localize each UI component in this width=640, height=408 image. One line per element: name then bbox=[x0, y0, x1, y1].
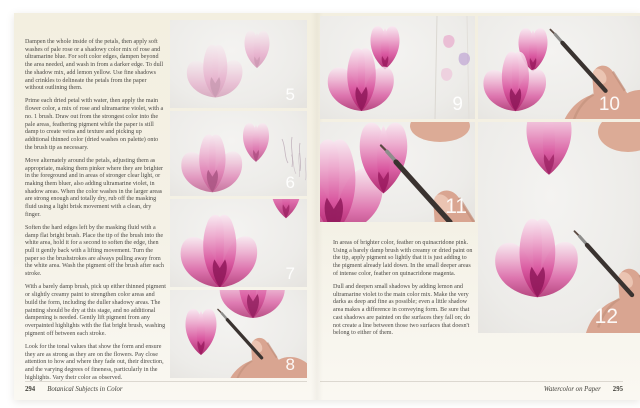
step-photo-10 bbox=[478, 16, 640, 119]
left-step-photo-column bbox=[170, 20, 307, 378]
right-footer-rule bbox=[320, 381, 623, 382]
right-footer bbox=[320, 386, 623, 393]
step-photo-6 bbox=[170, 111, 307, 196]
page-number: 294 bbox=[25, 386, 36, 393]
step-number: 10 bbox=[598, 94, 620, 115]
fingertip-shape bbox=[410, 122, 470, 142]
step-photo-5 bbox=[170, 20, 307, 108]
left-instruction-text bbox=[25, 39, 166, 388]
instruction-paragraph: Prime each dried petal with water, then apply the main flower color, a mix of rose and ultramarine violet, with a no. 1 brush. Draw out from the strongest color into the pale areas, feathering pigment while the paper is still damp to create veins and texture and picking up additional thinned color (dried washes on palette) onto the brush tip as necessary. bbox=[25, 98, 164, 151]
section-title: Botanical Subjects in Color bbox=[47, 386, 123, 393]
hand-painting-illustration bbox=[478, 122, 640, 333]
left-footer bbox=[25, 386, 123, 393]
page-number: 295 bbox=[612, 386, 623, 393]
instruction-paragraph: Soften the hard edges left by the masking fluid with a damp flat bright brush. Place the tip of the brush into the white area, hold it for a second to soften the edge, then pull it gently back with a lifting movement. Turn the paper so the brushstrokes are always pulling away from the white area. Wash the pigment off the brush after each stroke. bbox=[25, 224, 164, 278]
step-photo-7 bbox=[170, 199, 307, 287]
instruction-paragraph: Look for the tonal values that show the form and ensure they are as strong as they are on the flowers. Pay close attention to how and where they fade out, their direction, and the varying degrees of fineness, particularly in the highlights. Vary their color as observed. bbox=[25, 343, 164, 381]
step-number: 8 bbox=[285, 355, 295, 374]
step-number: 12 bbox=[594, 305, 618, 328]
instruction-paragraph: Move alternately around the petals, adjusting them as appropriate, making them pinker where they are brighter in the foreground and in areas of stronger clear light, or making them bluer, also adding ultramarine violet, in shadow areas. When the color washes in the larger areas are strong enough and totally dry, rub off the masking fluid using a light brisk movement with a clean, dry finger. bbox=[25, 157, 164, 218]
instruction-paragraph: With a barely damp brush, pick up either thinned pigment or slightly creamy paint to strengthen color areas and build the form, including the duller shadowy areas. The painting should be dry at this stage, and no additional dampening is needed. Gently lift pigment from any overpainted highlights with the flat bright brush, washing pigment off between each stroke. bbox=[25, 284, 166, 337]
section-title: Watercolor on Paper bbox=[543, 386, 601, 393]
step-number: 5 bbox=[285, 85, 295, 104]
book-spread bbox=[14, 13, 640, 400]
instruction-paragraph: Dampen the whole inside of the petals, then apply soft washes of pale rose or a shadowy color mix of rose and ultramarine blue. For soft color edges, dampen beyond the area needed, and wash in from a darker edge. To dull the shadow mix, add lemon yellow. Use fine shadows and crinkles to delineate the petals from the paper without outlining them. bbox=[25, 39, 164, 92]
step-photo-11 bbox=[320, 122, 475, 222]
instruction-paragraph: In areas of brighter color, feather on quinacridone pink. Using a barely damp brush with creamy or dried paint on the tip, apply pigment so lightly that it is just adding to the pigment already laid down. In the small deeper areas of intense color, feather on quinacridone magenta. bbox=[333, 240, 473, 277]
step-number: 11 bbox=[445, 195, 467, 218]
instruction-paragraph: Dull and deepen small shadows by adding lemon and ultramarine violet to the main color mix. Make the very darks as deep and fine as possible; even a little shadow area makes a difference in conveying form. Be sure that cast shadows are painted on the surfaces they fall on; do not create a line between those two surfaces that doesn't belong to either of them. bbox=[333, 284, 471, 337]
fingertip-shape bbox=[598, 122, 640, 152]
step-number: 7 bbox=[285, 264, 295, 283]
step-photo-9 bbox=[320, 16, 475, 119]
step-number: 9 bbox=[452, 94, 463, 115]
step-number: 6 bbox=[285, 173, 295, 192]
step-photo-12 bbox=[478, 122, 640, 333]
step-photo-8 bbox=[170, 290, 307, 378]
right-instruction-text bbox=[333, 240, 473, 343]
left-footer-rule bbox=[25, 381, 307, 382]
